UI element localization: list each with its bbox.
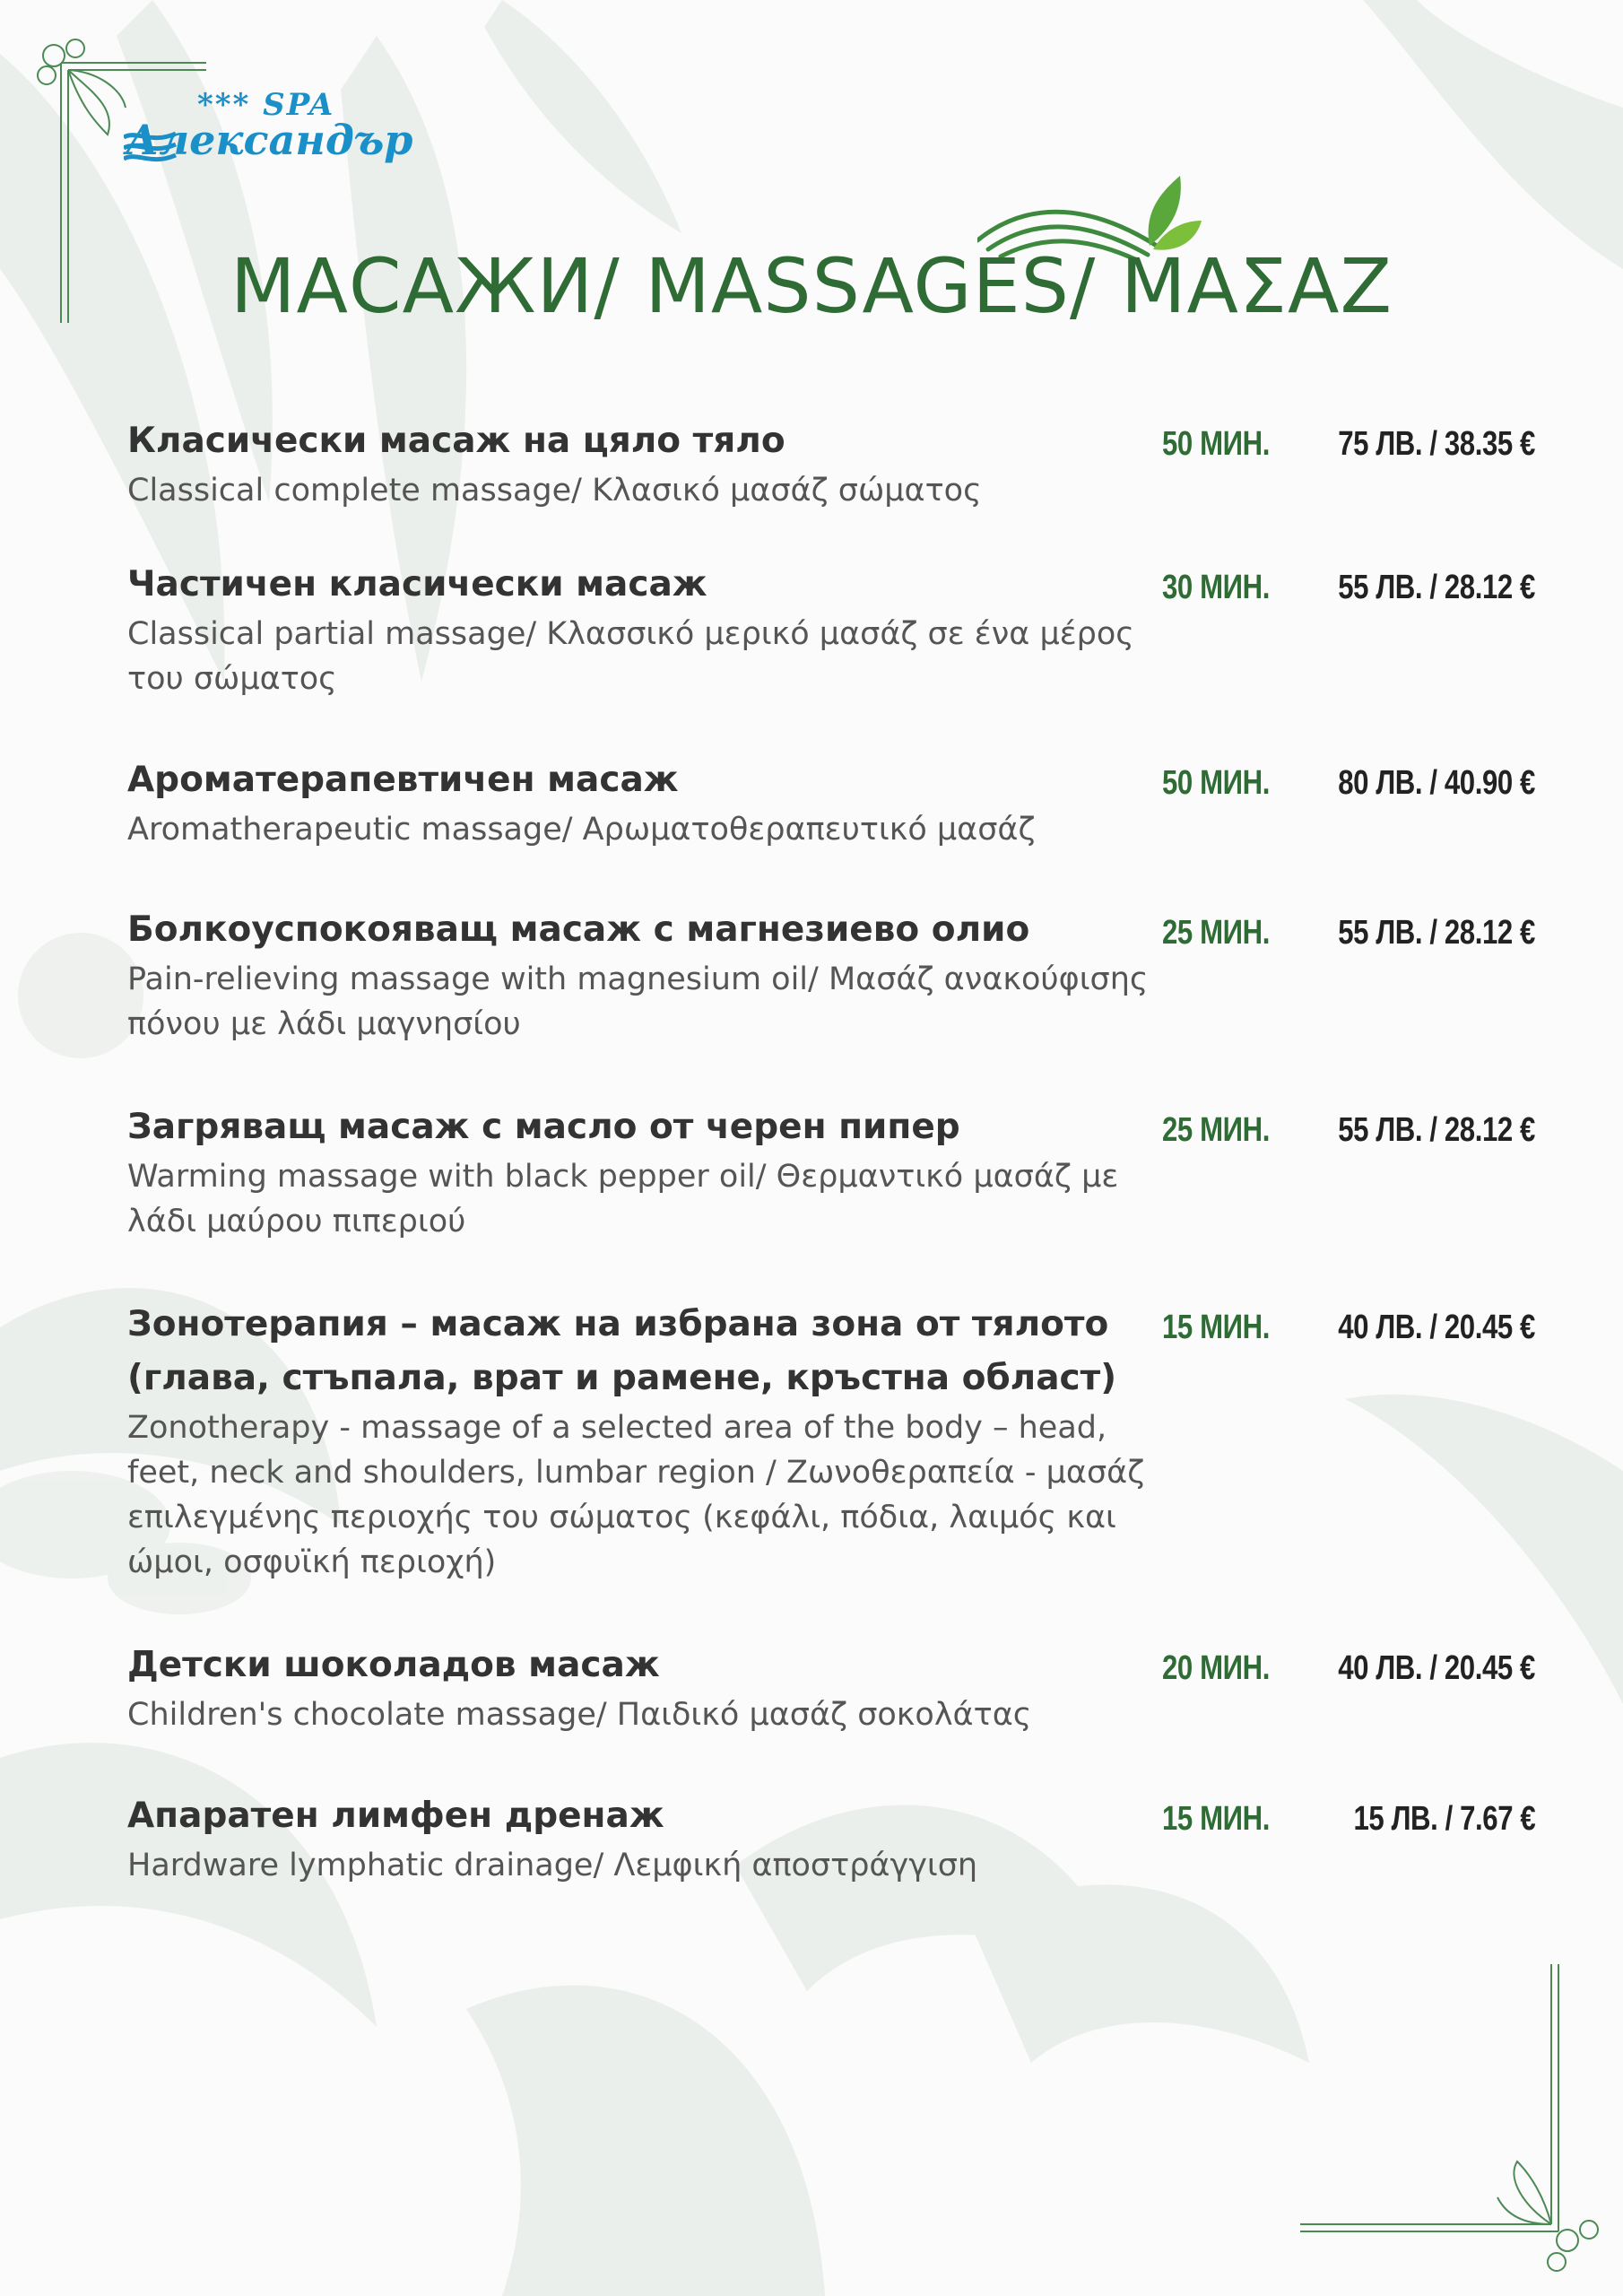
service-duration: 50 МИН. — [1162, 764, 1270, 802]
service-description: Hardware lymphatic drainage/ Λεμφική αποστράγγιση — [127, 1848, 978, 1883]
service-price: 80 ЛВ. / 40.90 € — [1338, 764, 1535, 802]
service-duration: 30 МИН. — [1162, 569, 1270, 606]
service-duration: 15 МИН. — [1162, 1309, 1270, 1346]
service-name: Зонотерапия – масаж на избрана зона от тялото (глава, стъпала, врат и рамене, кръстна област) — [127, 1304, 1117, 1398]
service-description: Zonotherapy - massage of a selected area of the body – head, feet, neck and shoulders, lumbar region / Ζωνοθεραπεία - μασάζ επιλεγμένης περιοχής του σώματος (κεφάλι, πόδια, λαιμός και ώμοι, οσφυϊκή περιοχή) — [127, 1410, 1145, 1580]
service-description: Classical complete massage/ Κλασικό μασάζ σώματος — [127, 473, 982, 509]
logo-stars-spa: *** SPA — [197, 87, 335, 123]
service-item — [127, 558, 1535, 701]
service-item — [127, 903, 1535, 1047]
service-item — [127, 1298, 1535, 1585]
service-name: Ароматерапевтичен масаж — [127, 760, 679, 800]
service-item — [127, 1639, 1535, 1737]
service-description: Pain-relieving massage with magnesium oil/ Μασάζ ανακούφισης πόνου με λάδι μαγνησίου — [127, 961, 1149, 1042]
service-name: Апаратен лимфен дренаж — [127, 1796, 664, 1836]
service-description: Aromatherapeutic massage/ Αρωματοθεραπευτικό μασάζ — [127, 812, 1036, 848]
service-price: 40 ЛВ. / 20.45 € — [1338, 1309, 1535, 1346]
service-name: Загряващ масаж с масло от черен пипер — [127, 1107, 960, 1147]
service-price: 40 ЛВ. / 20.45 € — [1338, 1649, 1535, 1687]
logo-brand-name: Александър — [126, 116, 413, 164]
service-item — [127, 414, 1535, 513]
service-price: 55 ЛВ. / 28.12 € — [1338, 1111, 1535, 1149]
service-price: 55 ЛВ. / 28.12 € — [1338, 914, 1535, 952]
service-name: Болкоуспокояващ масаж с магнезиево олио — [127, 909, 1030, 950]
service-duration: 25 МИН. — [1162, 914, 1270, 952]
frame-corner-bottom-right — [1282, 1955, 1614, 2287]
service-duration: 15 МИН. — [1162, 1800, 1270, 1838]
service-description: Children's chocolate massage/ Παιδικό μασάζ σοκολάτας — [127, 1697, 1032, 1733]
service-description: Warming massage with black pepper oil/ Θερμαντικό μασάζ με λάδι μαύρου πιπεριού — [127, 1159, 1119, 1239]
service-duration: 20 МИН. — [1162, 1649, 1270, 1687]
service-item — [127, 753, 1535, 852]
service-price: 15 ЛВ. / 7.67 € — [1353, 1800, 1535, 1838]
service-duration: 50 МИН. — [1162, 425, 1270, 463]
service-name: Класически масаж на цяло тяло — [127, 421, 785, 461]
service-duration: 25 МИН. — [1162, 1111, 1270, 1149]
service-price: 55 ЛВ. / 28.12 € — [1338, 569, 1535, 606]
service-description: Classical partial massage/ Κλασσικό μερικό μασάζ σε ένα μέρος του σώματος — [127, 616, 1134, 697]
service-price: 75 ЛВ. / 38.35 € — [1338, 425, 1535, 463]
page-title: МАСАЖИ/ MASSAGES/ ΜΑΣΑΖ — [230, 242, 1393, 330]
service-item — [127, 1789, 1535, 1888]
service-name: Детски шоколадов масаж — [127, 1645, 660, 1685]
brand-logo — [126, 85, 466, 175]
service-name: Частичен класически масаж — [127, 564, 707, 604]
service-item — [127, 1100, 1535, 1244]
